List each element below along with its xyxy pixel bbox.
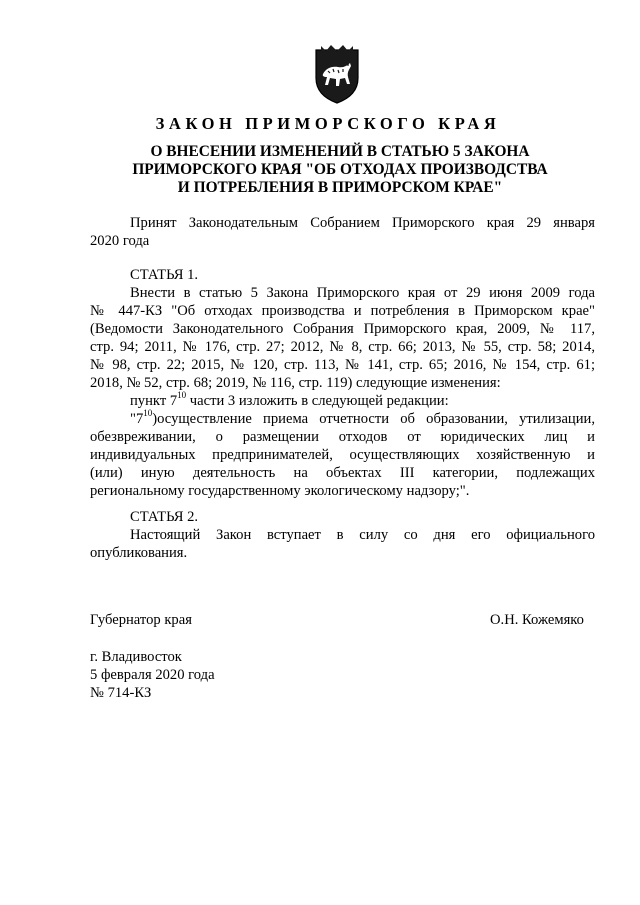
footer-number: № 714-КЗ — [90, 685, 152, 701]
quote-line: региональному государственному экологическому надзору;". — [90, 483, 470, 499]
point-amendment-line — [90, 392, 595, 410]
article-1-line: № 98, стр. 22; 2015, № 120, стр. 113, № 141, стр. 65; 2016, № 154, стр. 61; — [90, 357, 595, 373]
governor-name: О.Н. Кожемяко — [490, 612, 584, 628]
quote-line — [90, 410, 595, 428]
quote-superscript: 10 — [143, 408, 153, 419]
point-prefix: пункт 7 — [130, 393, 178, 409]
footer-city: г. Владивосток — [90, 649, 182, 665]
quote-line: обезвреживании, о размещении отходов от юридических лиц и — [90, 429, 595, 445]
footer-date: 5 февраля 2020 года — [90, 667, 215, 683]
article-2-heading: СТАТЬЯ 2. — [130, 509, 199, 525]
document-footer — [90, 648, 215, 702]
article-1 — [90, 266, 595, 500]
article-2-line: Настоящий Закон вступает в силу со дня его официального — [130, 527, 595, 543]
article-1-heading: СТАТЬЯ 1. — [130, 267, 199, 283]
subtitle-line: И ПОТРЕБЛЕНИЯ В ПРИМОРСКОМ КРАЕ" — [177, 179, 503, 196]
adoption-line: 2020 года — [90, 233, 150, 249]
coat-of-arms-emblem — [314, 44, 360, 104]
quote-line: индивидуальных предпринимателей, осуществляющих хозяйственную и — [90, 447, 595, 463]
article-2 — [90, 508, 595, 562]
subtitle-line: ПРИМОРСКОГО КРАЯ "ОБ ОТХОДАХ ПРОИЗВОДСТВА — [132, 161, 548, 178]
governor-position: Губернатор края — [90, 612, 192, 628]
article-1-line: 2018, № 52, стр. 68; 2019, № 116, стр. 119) следующие изменения: — [90, 375, 501, 391]
law-title: ЗАКОН ПРИМОРСКОГО КРАЯ — [155, 114, 501, 133]
point-suffix: части 3 изложить в следующей редакции: — [186, 393, 449, 409]
law-subtitle — [90, 143, 590, 197]
article-2-line: опубликования. — [90, 545, 188, 561]
article-1-line: (Ведомости Законодательного Собрания Приморского края, 2009, № 117, — [90, 321, 595, 337]
quote-line: (или) иную деятельность на объектах III категории, подлежащих — [90, 465, 595, 481]
article-1-line: Внести в статью 5 Закона Приморского края от 29 июня 2009 года — [130, 285, 595, 301]
article-1-line: № 447-КЗ "Об отходах производства и потребления в Приморском крае" — [90, 303, 595, 319]
quote-first-text: )осуществление приема отчетности об образовании, утилизации, — [152, 411, 595, 427]
subtitle-line: О ВНЕСЕНИИ ИЗМЕНЕНИЙ В СТАТЬЮ 5 ЗАКОНА — [150, 143, 530, 160]
adoption-statement — [90, 214, 595, 250]
article-1-line: стр. 94; 2011, № 176, стр. 27; 2012, № 8, стр. 66; 2013, № 55, стр. 58; 2014, — [90, 339, 595, 355]
quote-open: "7 — [130, 411, 144, 427]
point-superscript: 10 — [177, 390, 187, 401]
adoption-line: Принят Законодательным Собранием Приморского края 29 января — [130, 215, 595, 231]
